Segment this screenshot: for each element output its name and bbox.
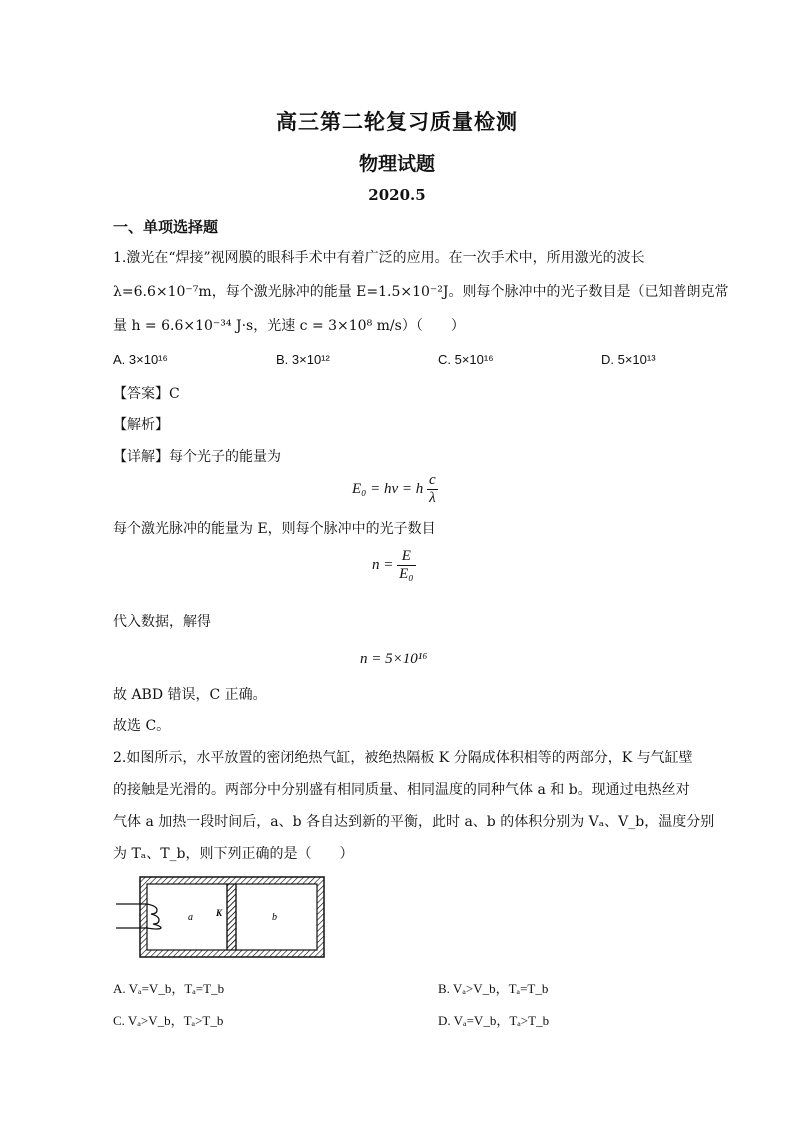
q1-choice: 故选 C。 xyxy=(113,718,171,734)
eq1-numerator: c xyxy=(429,472,436,488)
section-heading: 一、单项选择题 xyxy=(113,218,219,236)
exam-date: 2020.5 xyxy=(368,186,426,204)
q2-option-a: A. Vₐ=V_b，Tₐ=T_b xyxy=(113,981,225,996)
chamber-a xyxy=(147,884,227,950)
q1-option-a: A. 3×10¹⁶ xyxy=(113,352,168,367)
q2-text-line1: 2.如图所示，水平放置的密闭绝热气缸，被绝热隔板 K 分隔成体积相等的两部分，K 与气缸壁 xyxy=(113,750,693,766)
label-b: b xyxy=(272,912,277,923)
label-k: K xyxy=(216,908,223,918)
partition-k xyxy=(227,884,236,950)
eq1-denominator: λ xyxy=(429,490,436,506)
q2-text-line3: 气体 a 加热一段时间后，a、b 各自达到新的平衡，此时 a、b 的体积分别为 Vₐ、V_b，温度分别 xyxy=(113,814,715,830)
q2-text-line2: 的接触是光滑的。两部分中分别盛有相同质量、相同温度的同种气体 a 和 b。现通过电热丝对 xyxy=(113,782,690,798)
exam-title: 高三第二轮复习质量检测 xyxy=(276,109,518,134)
eq2-numerator: E xyxy=(397,548,415,566)
q2-option-d: D. Vₐ=V_b，Tₐ>T_b xyxy=(438,1013,550,1028)
q1-analysis-label: 【解析】 xyxy=(113,417,169,433)
q1-text-line2: λ=6.6×10⁻⁷m，每个激光脉冲的能量 E=1.5×10⁻²J。则每个脉冲中的光子数目是（已知普朗克常 xyxy=(113,284,729,300)
eq2-fraction xyxy=(397,548,415,583)
q1-conclusion: 故 ABD 错误，C 正确。 xyxy=(113,687,267,703)
q2-text-line4: 为 Tₐ、T_b，则下列正确的是（ ） xyxy=(113,846,354,862)
q2-option-c: C. Vₐ>V_b，Tₐ>T_b xyxy=(113,1013,224,1028)
q1-option-b: B. 3×10¹² xyxy=(276,352,330,367)
exam-subtitle: 物理试题 xyxy=(358,153,435,175)
eq2-left: n = xyxy=(372,556,394,573)
q2-option-b: B. Vₐ>V_b，Tₐ=T_b xyxy=(438,981,549,996)
q1-option-d: D. 5×10¹³ xyxy=(601,352,656,367)
label-a: a xyxy=(188,912,193,923)
q1-answer: 【答案】C xyxy=(113,386,180,402)
q1-text-line1: 1.激光在“焊接”视网膜的眼科手术中有着广泛的应用。在一次手术中，所用激光的波长 xyxy=(113,250,645,266)
eq2-denominator: E₀ xyxy=(399,566,414,582)
q1-equation-photon-count xyxy=(372,548,416,583)
q1-text-pulse: 每个激光脉冲的能量为 E，则每个脉冲中的光子数目 xyxy=(113,521,436,537)
eq1-fraction xyxy=(427,472,438,507)
q1-text-line3: 量 h = 6.6×10⁻³⁴ J·s，光速 c = 3×10⁸ m/s）（ ） xyxy=(113,318,465,334)
q1-detail: 【详解】每个光子的能量为 xyxy=(113,449,281,465)
q1-equation-photon-energy xyxy=(352,472,438,507)
q1-text-substitute: 代入数据，解得 xyxy=(113,614,211,630)
cylinder-diagram xyxy=(116,872,328,962)
eq1-left: E₀ = hν = h xyxy=(352,480,424,497)
q1-equation-result: n = 5×10¹⁶ xyxy=(360,651,428,667)
q1-option-c: C. 5×10¹⁶ xyxy=(438,352,494,367)
